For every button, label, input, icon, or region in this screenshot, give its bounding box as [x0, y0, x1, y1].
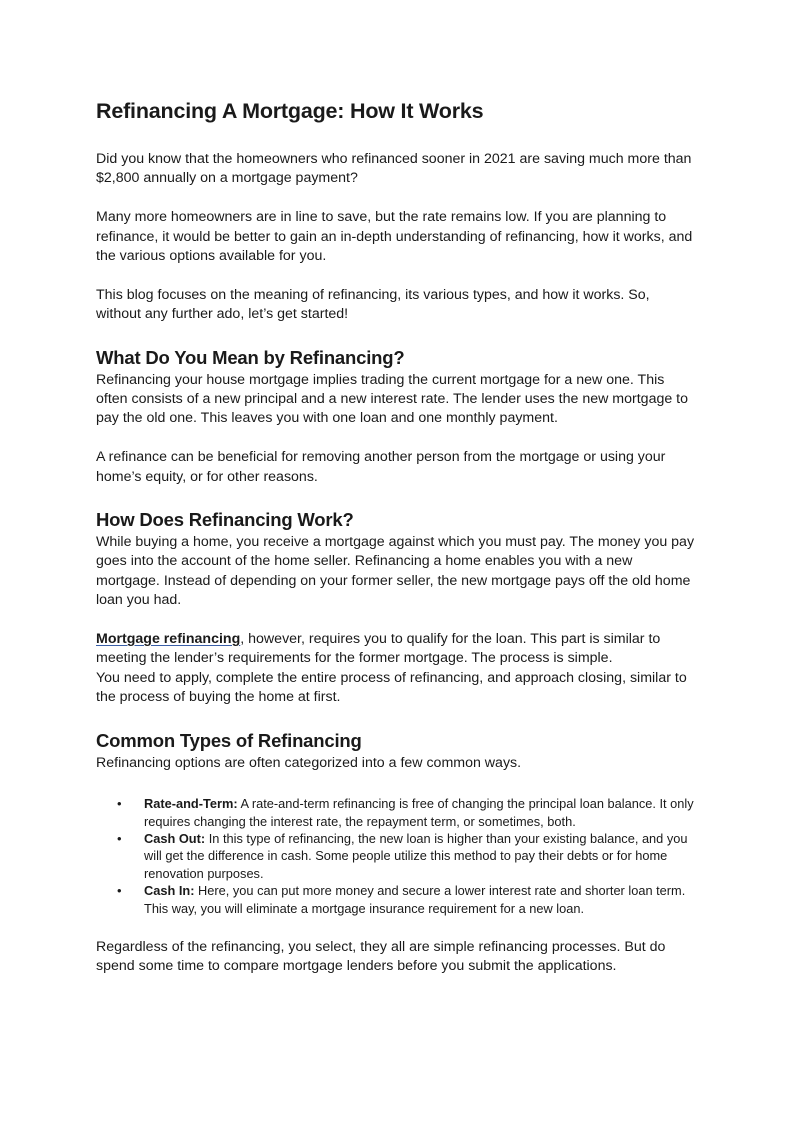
paragraph-spacer: [96, 189, 698, 208]
paragraph-spacer: [96, 917, 698, 938]
document-page: [96, 96, 698, 977]
list-item-term: Rate-and-Term:: [144, 796, 238, 812]
bullet-icon: •: [117, 796, 122, 812]
section-heading-how-it-works: How Does Refinancing Work?: [96, 509, 354, 531]
list-item: [96, 830, 698, 882]
paragraph-spacer: [96, 611, 698, 630]
section1-paragraph-1: Refinancing your house mortgage implies trading the current mortgage for a new one. This often consists of a new principal and a new interest rate. The lender uses the new mortgage to pay the old one. This leaves you with one loan and one monthly payment.: [96, 371, 689, 427]
section2-paragraph-2: [96, 630, 698, 669]
refinancing-types-list: [96, 795, 698, 917]
section1-paragraph-2: A refinance can be beneficial for removing another person from the mortgage or using your home’s equity, or for other reasons.: [96, 449, 666, 485]
section-spacer: [96, 487, 698, 507]
paragraph-spacer: [96, 429, 698, 448]
paragraph-spacer: [96, 266, 698, 285]
list-item-text: Here, you can put more money and secure a lower interest rate and shorter loan term. This way, you will eliminate a mortgage insurance requirement for a new loan.: [144, 883, 686, 916]
section2-paragraph-2-text: , however, requires you to qualify for the loan. This part is similar to meeting the lender’s requirements for the former mortgage. The process is simple.: [96, 631, 661, 667]
mortgage-refinancing-link[interactable]: Mortgage refinancing: [96, 631, 241, 648]
section-spacer: [96, 325, 698, 345]
intro-paragraph-1: Did you know that the homeowners who refinanced sooner in 2021 are saving much more than $2,800 annually on a mortgage payment?: [96, 151, 692, 187]
section2-paragraph-1: While buying a home, you receive a mortgage against which you must pay. The money you pay goes into the account of the home seller. Refinancing a home enables you with a new mortgage. Instead of depending on your former seller, the new mortgage pays off the old home loan you had.: [96, 534, 695, 609]
section3-intro: Refinancing options are often categorized into a few common ways.: [96, 754, 522, 771]
document-title: Refinancing A Mortgage: How It Works: [96, 99, 484, 123]
section-heading-common-types: Common Types of Refinancing: [96, 729, 362, 751]
list-item: [96, 795, 698, 830]
list-item-text: In this type of refinancing, the new loan is higher than your existing balance, and you will get the difference in cash. Some people utilize this method to pay their debts or for home renovation purposes.: [144, 830, 688, 881]
intro-paragraph-3: This blog focuses on the meaning of refinancing, its various types, and how it works. So, without any further ado, let’s get started!: [96, 286, 650, 323]
bullet-icon: •: [117, 830, 122, 846]
list-item: [96, 882, 698, 917]
section-heading-what-is-refinancing: What Do You Mean by Refinancing?: [96, 346, 405, 368]
intro-paragraph-2: Many more homeowners are in line to save, but the rate remains low. If you are planning to refinance, it would be better to gain an in-depth understanding of refinancing, how it works, and the various options available for you.: [96, 209, 693, 265]
list-item-text: A rate-and-term refinancing is free of changing the principal loan balance. It only requires changing the interest rate, the repayment term, or sometimes, both.: [144, 796, 694, 829]
section-spacer: [96, 708, 698, 728]
list-item-term: Cash Out:: [144, 830, 206, 846]
closing-paragraph: Regardless of the refinancing, you select, they all are simple refinancing processes. But do spend some time to compare mortgage lenders before you submit the applications.: [96, 938, 666, 975]
list-item-term: Cash In:: [144, 883, 195, 899]
bullet-icon: •: [117, 883, 122, 899]
section2-paragraph-3: You need to apply, complete the entire process of refinancing, and approach closing, similar to the process of buying the home at first.: [96, 669, 687, 706]
